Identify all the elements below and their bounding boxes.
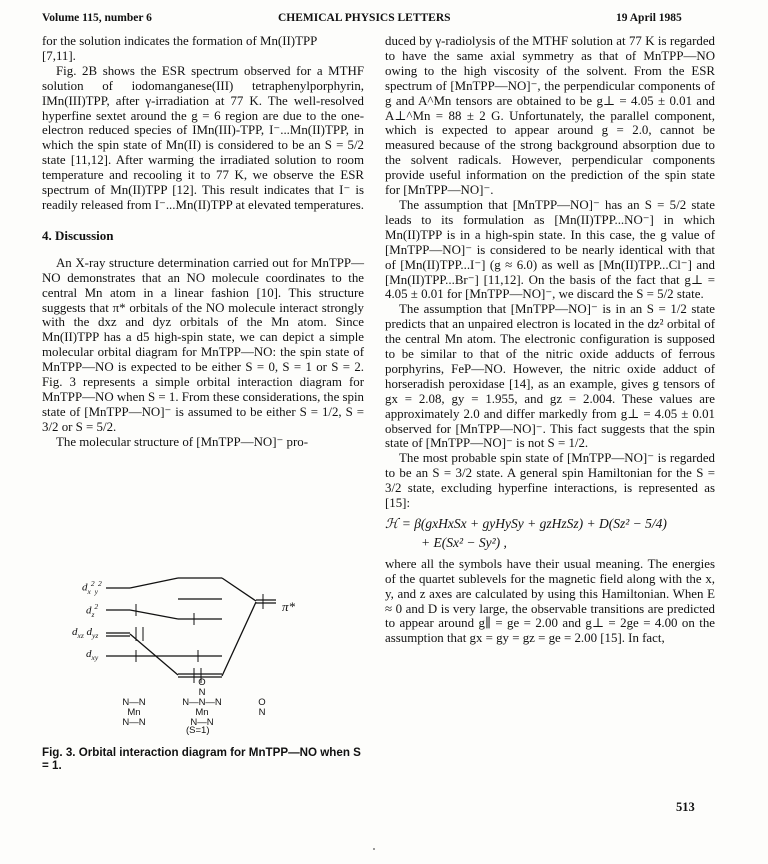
equation-hamiltonian: ℋ = β(gxHxSx + gyHySy + gzHzSz) + D(Sz² − 5/4)	[385, 516, 667, 531]
orbital-label-dx2y2: $d_x^2_y^2$	[82, 579, 102, 596]
spin-state-label: (S=1)	[186, 725, 210, 736]
figure-caption: Fig. 3. Orbital interaction diagram for MnTPP—NO when S = 1.	[42, 746, 361, 772]
paragraph: duced by γ-radiolysis of the MTHF solution at 77 K is regarded to have the same axial symmetry as that of MnTPP—NO owing to the high viscosity of the solvent. From the ESR spectrum of [MnTPP—NO]⁻, the perpendicular components of g and A^Mn tensors are obtained to be g⊥ = 4.05 ± 0.01 and A⊥^Mn = 88 ± 2 G. Unfortunately, the parallel component, which is expected to appear around g = 2.0, cannot be measured because of the strong background absorption due to the solvent radicals. However, perpendicular components provide useful information on the prediction of the spin state for [MnTPP—NO]⁻.	[385, 34, 715, 198]
right-column	[385, 34, 715, 646]
paragraph: Fig. 2B shows the ESR spectrum observed for a MTHF solution of iodomanganese(III) tetraphenylporphyrin, IMn(III)TPP, after γ-irradiation at 77 K. The well-resolved hyperfine sextet around the g = 6 region are due to the one-electron reduced species of IMn(III)-TPP, I⁻...Mn(II)TPP, in which the spin state of Mn(II) is considered to be an S = 5/2 state [11,12]. After warming the irradiated solution to room temperature and recooling it to 77 K, we observe the ESR spectrum of Mn(II)TPP [12]. This result indicates that I⁻ is readily released from I⁻...Mn(II)TPP at elevated temperatures.	[42, 63, 365, 212]
orbital-label-dz2: $d_z^2$	[86, 602, 99, 619]
scan-speck	[373, 848, 375, 850]
paragraph: The most probable spin state of [MnTPP—NO]⁻ is regarded to be an S = 3/2 state. A general spin Hamiltonian for the S = 3/2 state, excluding hyperfine interactions, is represented as [15]:	[385, 451, 715, 511]
pi-star-label: π*	[282, 599, 296, 614]
mntpp-no-structure: O N N—N—N Mn N—N	[182, 677, 222, 728]
paragraph: where all the symbols have their usual meaning. The energies of the quartet sublevels for the magnetic field along with the x, y, and z axes are calculated by using this Hamiltonian. When E ≈ 0 and D is very large, the observable transitions are predicted to appear around g∥ = ge = 2.00 and g⊥ = 2ge = 4.00 on the assumption that gx = gy = gz = ge = 2.00 [15]. In fact,	[385, 556, 715, 646]
running-header-journal: CHEMICAL PHYSICS LETTERS	[278, 12, 451, 24]
paragraph: for the solution indicates the formation of Mn(II)TPP	[42, 34, 318, 48]
equation-hamiltonian-continued: + E(Sx² − Sy²) ,	[421, 534, 507, 550]
paragraph: [7,11].	[42, 48, 76, 63]
running-header-volume: Volume 115, number 6	[42, 12, 152, 24]
no-structure: O N	[258, 697, 266, 718]
running-header-date: 19 April 1985	[616, 12, 682, 24]
section-heading: 4. Discussion	[42, 227, 114, 243]
paragraph: The assumption that [MnTPP—NO]⁻ is in an S = 1/2 state predicts that an unpaired electron is located in the dz² orbital of the central Mn atom. The electronic configuration is supposed to be similar to that of the nitric oxide adducts of ferrous porphyrins, FeP—NO. However, the nitric oxide adduct of horseradish peroxidase [14], as an example, gives g tensors of gx = 2.08, gy = 1.955, and gz = 2.004. These values are approximately 2.0 and differ markedly from g⊥ = 4.05 ± 0.01 observed for [MnTPP—NO]⁻. This fact suggests that the spin state of [MnTPP—NO]⁻ is not S = 1/2.	[385, 302, 715, 451]
porphyrin-mn-structure: N—N Mn N—N	[122, 697, 146, 728]
paragraph: An X-ray structure determination carried out for MnTPP—NO demonstrates that an NO molecule coordinates to the central Mn atom in a linear fashion [10]. This structure suggests that π* orbitals of the NO molecule interact strongly with the dxz and dyz orbitals of the Mn atom. Since Mn(II)TPP has a d5 high-spin state, we can depict a simple molecular orbital diagram for MnTPP—NO: the spin state of MnTPP—NO is expected to be either S = 0, S = 1 or S = 2. Fig. 3 represents a simple orbital interaction diagram for MnTPP—NO when S = 1. From these considerations, the spin state of [MnTPP—NO]⁻ is assumed to be either S = 1/2, S = 3/2 or S = 5/2.	[42, 255, 365, 434]
orbital-label-dxz-dyz: $d_{xz}$ $d_{yz}$	[72, 626, 99, 641]
orbital-diagram-figure	[60, 552, 360, 742]
paragraph: The molecular structure of [MnTPP—NO]⁻ pro-	[56, 434, 309, 449]
left-column	[42, 34, 364, 450]
orbital-label-dxy: $d_{xy}$	[86, 648, 99, 663]
page-number: 513	[676, 800, 695, 814]
paragraph: The assumption that [MnTPP—NO]⁻ has an S = 5/2 state leads to its formulation as [Mn(II)TPP...NO⁻] in which Mn(II)TPP is in a high-spin state. In this case, the g value of [MnTPP—NO]⁻ is considered to be nearly identical with that of [Mn(II)TPP...I⁻] (g ≈ 6.0) as well as [Mn(II)TPP...Cl⁻] and [Mn(II)TPP...Br⁻] [11,12]. On the basis of the fact that g⊥ = 4.05 ± 0.01 for [MnTPP—NO]⁻, we discard the S = 5/2 state.	[385, 197, 715, 302]
